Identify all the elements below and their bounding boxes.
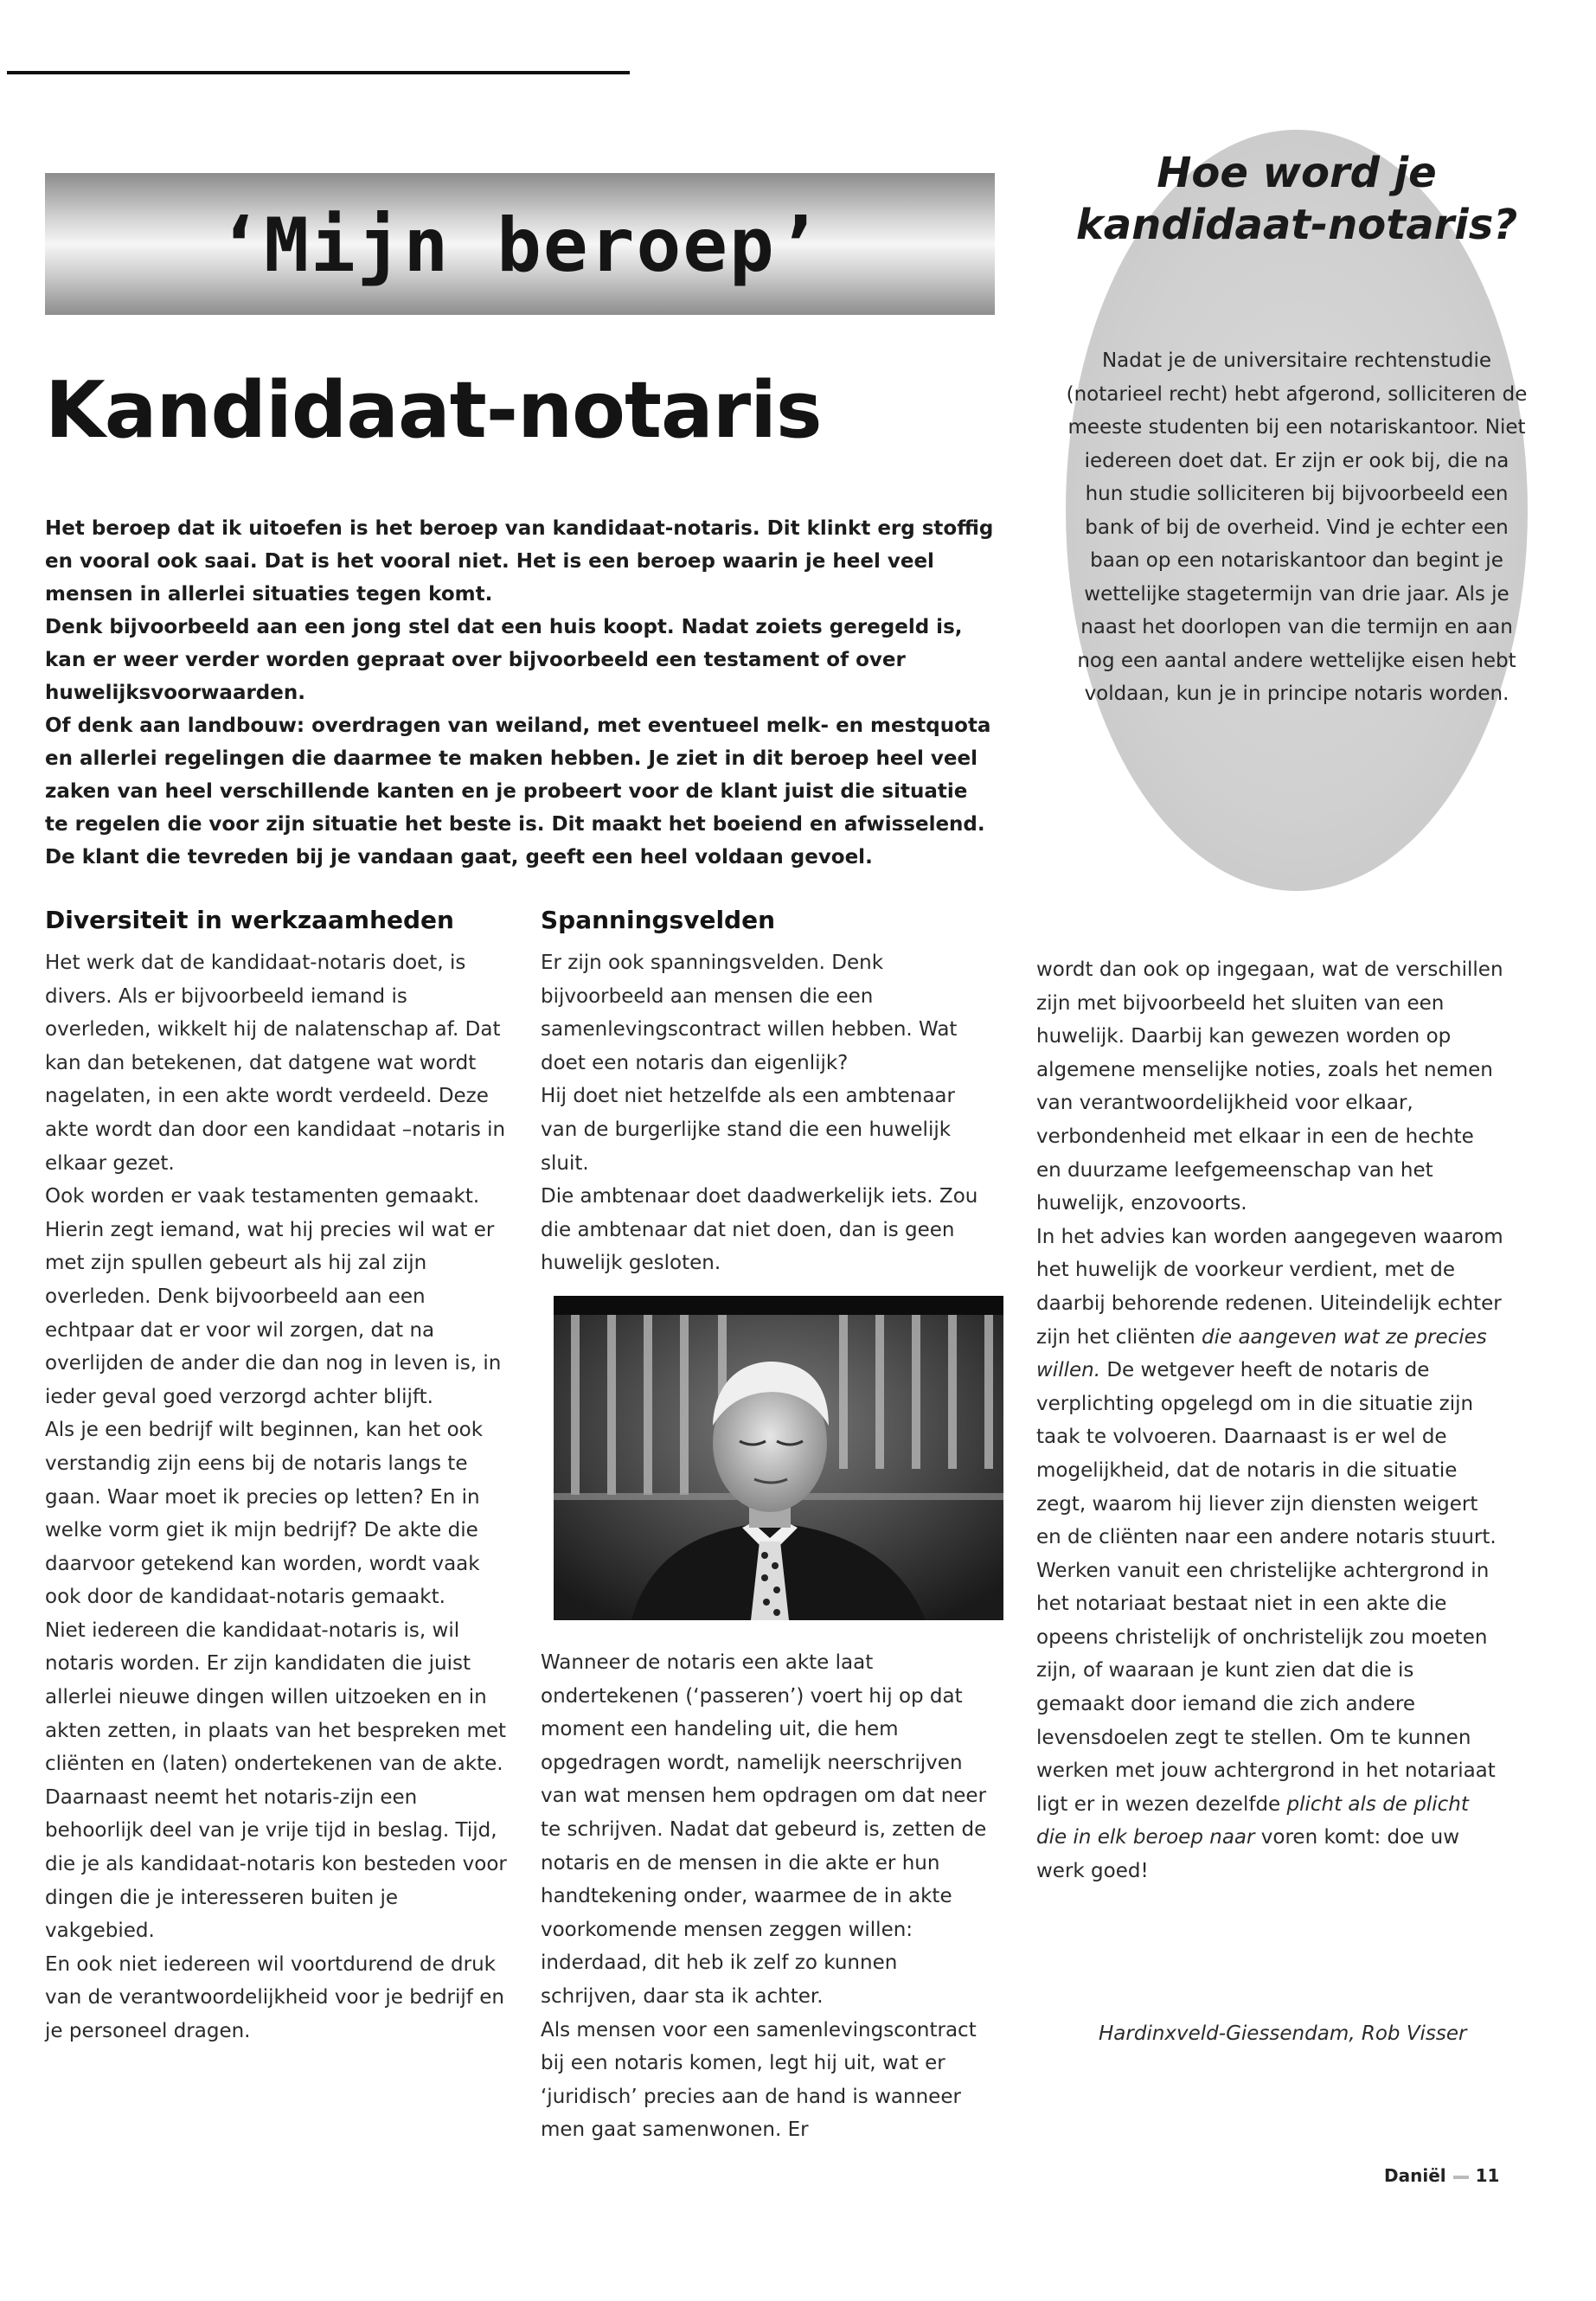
footer-separator [1453, 2176, 1469, 2179]
article-headline: Kandidaat-notaris [45, 365, 822, 456]
column-1-heading: Diversiteit in werkzaamheden [45, 906, 454, 934]
column-3-text-run: voren komt: doe uw werk goed! [1036, 1826, 1460, 1883]
column-1-paragraph: Niet iedereen die kandidaat-notaris is, wil notaris worden. Er zijn kandidaten die juist allerlei nieuwe dingen willen uitzoeken en in akten zetten, in plaats van het bespreken met cliënten en (laten) ondertekenen van de akte. Daarnaast neemt het notaris-zijn een behoorlijk deel van je vrije tijd in beslag. Tijd, die je als kandidaat-notaris kon besteden voor dingen die je interesseren buiten je vakgebied. [45, 1618, 507, 1943]
page-footer [1384, 2163, 1499, 2189]
column-3-paragraph [1036, 1554, 1503, 1888]
author-signature: Hardinxveld-Giessendam, Rob Visser [1099, 2022, 1467, 2045]
column-1-paragraph: Ook worden er vaak testamenten gemaakt. Hierin zegt iemand, wat hij precies wil wat er met zijn spullen gebeurt als hij zal zijn overleden. Denk bijvoorbeeld aan een echtpaar dat er voor wil zorgen, dat na overlijden de ander die dan nog in leven is, in ieder geval goed verzorgd achter blijft. [45, 1185, 502, 1408]
intro-paragraph: Het beroep dat ik uitoefen is het beroep van kandidaat-notaris. Dit klinkt erg stoffig en vooral ook saai. Dat is het vooral niet. Het is een beroep waarin je heel veel mensen in allerlei situaties tegen komt. [45, 517, 994, 606]
column-2-paragraph: Hij doet niet hetzelfde als een ambtenaar van de burgerlijke stand die een huwelijk sluit. [541, 1085, 955, 1175]
column-1-paragraph: En ook niet iedereen wil voortdurend de druk van de verantwoordelijkheid voor je bedrijf en je personeel dragen. [45, 1952, 504, 2042]
column-2-paragraph: Wanneer de notaris een akte laat ondertekenen (‘passeren’) voert hij op dat moment een handeling uit, die hem opgedragen wordt, namelijk neerschrijven van wat mensen hem opdragen om dat neer te schrijven. Nadat dat gebeurd is, zetten de notaris en de mensen in die akte er hun handtekening onder, waarmee de in akte voorkomende mensen zeggen willen: inderdaad, dit heb ik zelf zo kunnen schrijven, daar sta ik achter. [541, 1651, 987, 2008]
column-1-paragraph: Het werk dat de kandidaat-notaris doet, is divers. Als er bijvoorbeeld iemand is overleden, wikkelt hij de nalatenschap af. Dat kan dan betekenen, dat datgene wat wordt nagelaten, in een akte wordt verdeeld. Deze akte wordt dan door een kandidaat –notaris in elkaar gezet. [45, 952, 506, 1175]
intro-paragraph: Of denk aan landbouw: overdragen van weiland, met eventueel melk- en mestquota en allerlei regelingen die daarmee te maken hebben. Je ziet in dit beroep heel veel zaken van heel verschillende kanten en je probeert voor de klant juist die situatie te regelen die voor zijn situatie het beste is. Dit maakt het boeiend en afwisselend. De klant die tevreden bij je vandaan gaat, geeft een heel voldaan gevoel. [45, 715, 991, 868]
column-3-paragraph: wordt dan ook op ingegaan, wat de verschillen zijn met bijvoorbeeld het sluiten van een huwelijk. Daarbij kan gewezen worden op algemene menselijke noties, zoals het nemen van verantwoordelijkheid voor elkaar, verbondenheid met elkaar in een de hechte en duurzame leefgemeenschap van het huwelijk, enzovoorts. [1036, 958, 1503, 1215]
intro-paragraph: Denk bijvoorbeeld aan een jong stel dat een huis koopt. Nadat zoiets geregeld is, kan er weer verder worden gepraat over bijvoorbeeld een testament of over huwelijksvoorwaarden. [45, 616, 963, 704]
column-3-text-run: In het advies kan worden aangegeven waarom het huwelijk de voorkeur verdient, met de daarbij behorende redenen. Uiteindelijk echter zijn het cliënten [1036, 1225, 1503, 1349]
column-2-paragraph: Er zijn ook spanningsvelden. Denk bijvoorbeeld aan mensen die een samenlevingscontract willen hebben. Wat doet een notaris dan eigenlijk? [541, 952, 958, 1074]
column-3-text-run: Werken vanuit een christelijke achtergrond in het notariaat bestaat niet in een akte die opeens christelijk of onchristelijk zou moeten zijn, of waaraan je kunt zien dat die is gemaakt door iemand die zich andere levensdoelen zegt te stellen. Om te kunnen werken met jouw achtergrond in het notariaat ligt er in wezen dezelfde [1036, 1559, 1496, 1816]
intro-text [45, 512, 995, 874]
column-2-text-bottom [541, 1646, 990, 2147]
section-banner [45, 173, 995, 315]
top-rule [7, 71, 630, 74]
column-1-text [45, 946, 512, 2048]
column-3-italic-run: plicht als de plicht die in elk beroep naar [1036, 1792, 1469, 1849]
sidebar-text: Nadat je de universitaire rechtenstudie (notarieel recht) hebt afgerond, solliciteren de meeste studenten bij een notariskantoor. Niet iedereen doet dat. Er zijn er ook bij, die na hun studie solliciteren bij bijvoorbeeld een bank of bij de overheid. Vind je echter een baan op een notariskantoor dan begint je wettelijke stagetermijn van drie jaar. Als je naast het doorlopen van die termijn en aan nog een aantal andere wettelijke eisen hebt voldaan, kun je in principe notaris worden. [1066, 349, 1528, 705]
column-2-text-top [541, 946, 990, 1280]
column-3-text-run: De wetgever heeft de notaris de verplichting opgelegd om in die situatie zijn taak te volvoeren. Daarnaast is er wel de mogelijkheid, dat de notaris in die situatie zegt, waarom hij liever zijn diensten weigert en de cliënten naar een andere notaris stuurt. [1036, 1359, 1497, 1549]
column-3-text [1036, 953, 1503, 1888]
column-2-paragraph: Die ambtenaar doet daadwerkelijk iets. Zou die ambtenaar dat niet doen, dan is geen huwelijk gesloten. [541, 1185, 978, 1275]
page-number: 11 [1475, 2165, 1500, 2186]
column-3-paragraph [1036, 1221, 1503, 1554]
banner-title: ‘Mijn beroep’ [217, 202, 823, 289]
column-2-heading: Spanningsvelden [541, 906, 776, 934]
column-1-paragraph: Als je een bedrijf wilt beginnen, kan het ook verstandig zijn eens bij de notaris langs te gaan. Waar moet ik precies op letten? En in welke vorm giet ik mijn bedrijf? De akte die daarvoor getekend kan worden, wordt vaak ook door de kandidaat-notaris gemaakt. [45, 1419, 484, 1609]
column-3-italic-run: die aangeven wat ze precies willen. [1036, 1325, 1487, 1382]
column-2-paragraph: Als mensen voor een samenlevingscontract bij een notaris komen, legt hij uit, wat er ‘juridisch’ precies aan de hand is wanneer men gaat samenwonen. Er [541, 2018, 977, 2142]
magazine-name: Daniël [1384, 2165, 1446, 2186]
portrait-photo [554, 1296, 1003, 1620]
sidebar-title: Hoe word je kandidaat-notaris? [1075, 149, 1518, 249]
